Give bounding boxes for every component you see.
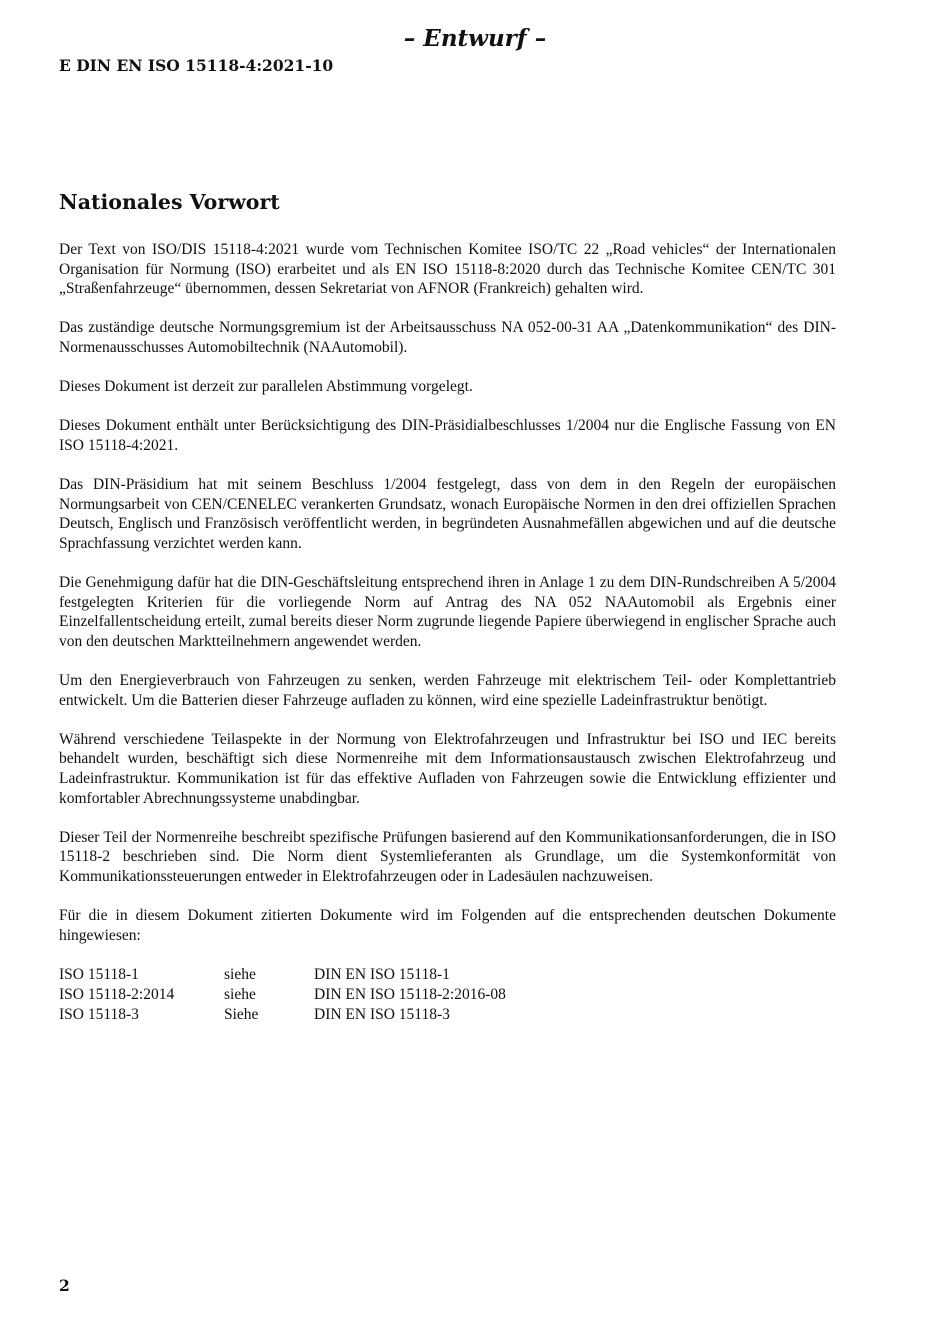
- reference-relation: Siehe: [224, 1005, 259, 1023]
- table-row: [59, 985, 506, 1005]
- reference-din: DIN EN ISO 15118-2:2016-08: [314, 985, 506, 1003]
- paragraph-committee: Das zuständige deutsche Normungsgremium ist der Arbeitsausschuss NA 052-00-31 AA „Datenkommunikation“ des DIN-Normenausschusses Automobiltechnik (NAAutomobil).: [59, 319, 836, 356]
- body-text: [59, 240, 836, 1025]
- reference-iso: ISO 15118-2:2014: [59, 985, 175, 1003]
- paragraph-approval: Die Genehmigung dafür hat die DIN-Geschäftsleitung entsprechend ihren in Anlage 1 zu dem DIN-Rundschreiben A 5/2004 festgelegten Kriterien für die vorliegende Norm auf Antrag des NA 052 NAAutomobil als Ergebnis einer Einzelfallentscheidung erteilt, zumal bereits dieser Norm zugrunde liegende Papiere überwiegend in englischer Sprache auch von den deutschen Marktteilnehmern angewendet werden.: [59, 574, 836, 650]
- table-row: [59, 1005, 506, 1025]
- paragraph-presidium: Das DIN-Präsidium hat mit seinem Beschluss 1/2004 festgelegt, dass von dem in den Regeln der europäischen Normungsarbeit von CEN/CENELEC verankerten Grundsatz, wonach Europäische Normen in den drei offiziellen Sprachen Deutsch, Englisch und Französisch veröffentlicht werden, in begründeten Ausnahmefällen abgewichen und auf die deutsche Sprachfassung verzichtet werden kann.: [59, 476, 836, 552]
- paragraph-energy: Um den Energieverbrauch von Fahrzeugen zu senken, werden Fahrzeuge mit elektrischem Teil- oder Komplettantrieb entwickelt. Um die Batterien dieser Fahrzeuge aufladen zu können, wird eine spezielle Ladeinfrastruktur benötigt.: [59, 672, 836, 709]
- section-title: Nationales Vorwort: [59, 190, 280, 214]
- reference-iso: ISO 15118-3: [59, 1005, 139, 1023]
- reference-din: DIN EN ISO 15118-3: [314, 1005, 450, 1023]
- draft-label: – Entwurf –: [403, 25, 547, 52]
- paragraph-scope: Dieser Teil der Normenreihe beschreibt spezifische Prüfungen basierend auf den Kommunikationsanforderungen, die in ISO 15118-2 beschrieben sind. Die Norm dient Systemlieferanten als Grundlage, um die Systemkonformität von Kommunikationssteuerungen entweder in Elektrofahrzeugen oder in Ladesäulen nachzuweisen.: [59, 828, 836, 885]
- reference-din: DIN EN ISO 15118-1: [314, 965, 450, 983]
- document-id: E DIN EN ISO 15118-4:2021-10: [59, 56, 334, 75]
- page-number: 2: [59, 1276, 70, 1295]
- paragraph-language: Dieses Dokument enthält unter Berücksichtigung des DIN-Präsidialbeschlusses 1/2004 nur die Englische Fassung von EN ISO 15118-4:2021.: [59, 417, 836, 454]
- reference-relation: siehe: [224, 985, 256, 1003]
- reference-iso: ISO 15118-1: [59, 965, 139, 983]
- reference-relation: siehe: [224, 965, 256, 983]
- paragraph-origin: Der Text von ISO/DIS 15118-4:2021 wurde vom Technischen Komitee ISO/TC 22 „Road vehicles“ der Internationalen Organisation für Normung (ISO) erarbeitet und als EN ISO 15118-8:2020 durch das Technische Komitee CEN/TC 301 „Straßenfahrzeuge“ übernommen, dessen Sekretariat von AFNOR (Frankreich) gehalten wird.: [59, 241, 836, 298]
- paragraph-standardization: Während verschiedene Teilaspekte in der Normung von Elektrofahrzeugen und Infrastruktur bei ISO und IEC bereits behandelt wurden, beschäftigt sich diese Normenreihe mit dem Informationsaustausch zwischen Elektrofahrzeug und Ladeinfrastruktur. Kommunikation ist für das effektive Aufladen von Fahrzeugen sowie die Entwicklung effizienter und komfortabler Abrechnungssysteme unabdingbar.: [59, 730, 836, 807]
- table-row: [59, 965, 506, 985]
- paragraph-references-intro: Für die in diesem Dokument zitierten Dokumente wird im Folgenden auf die entsprechenden deutschen Dokumente hingewiesen:: [59, 907, 836, 944]
- reference-table: [59, 965, 506, 1025]
- paragraph-voting: Dieses Dokument ist derzeit zur parallelen Abstimmung vorgelegt.: [59, 378, 473, 396]
